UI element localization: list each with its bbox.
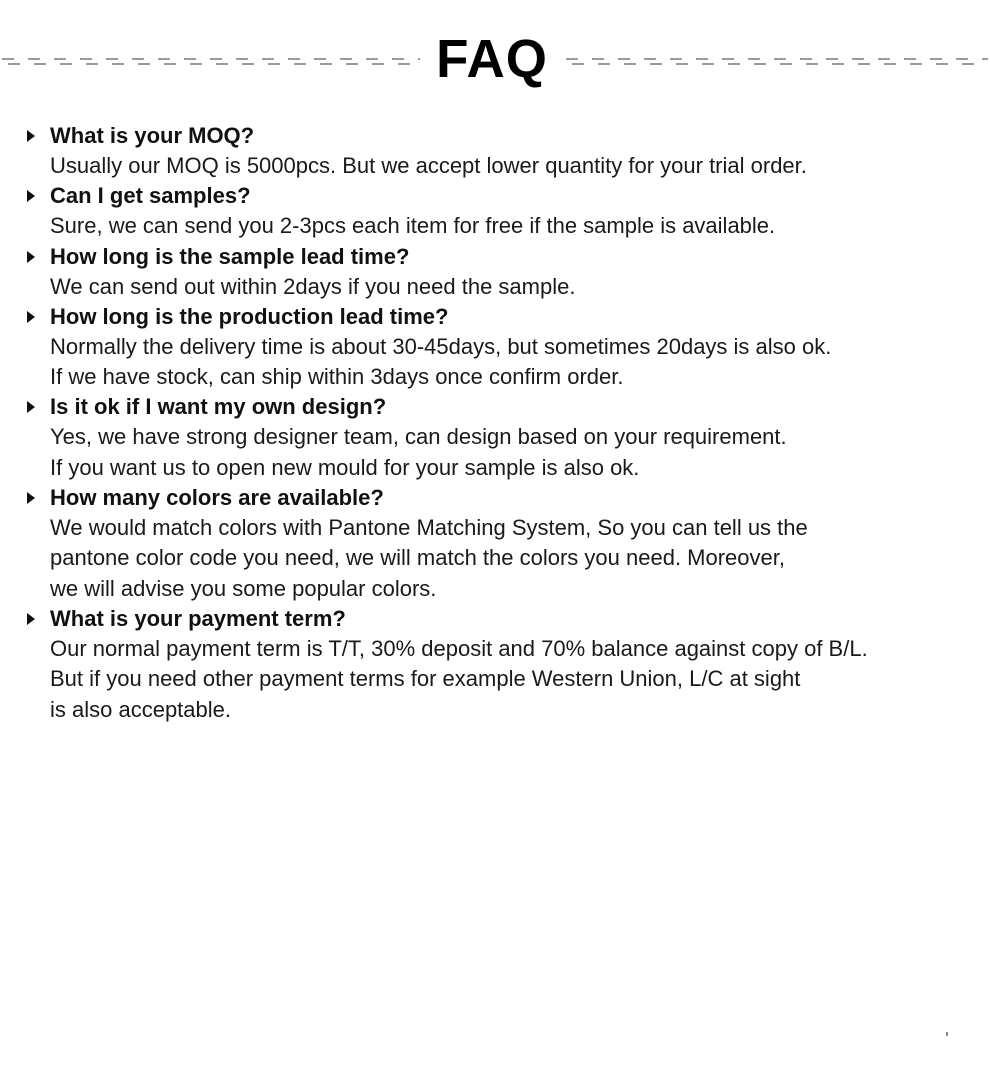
- faq-question: Can I get samples?: [50, 183, 251, 209]
- faq-item-sample-lead-time: [0, 242, 990, 302]
- faq-answer: Usually our MOQ is 5000pcs. But we accept lower quantity for your trial order.: [50, 153, 807, 178]
- faq-item-moq: [0, 121, 990, 181]
- faq-item-own-design: [0, 392, 990, 483]
- faq-answer: pantone color code you need, we will match the colors you need. Moreover,: [50, 545, 785, 571]
- faq-question: How long is the production lead time?: [50, 303, 449, 329]
- corner-speck: [946, 1032, 948, 1036]
- faq-question: What is your MOQ?: [50, 123, 255, 148]
- faq-item-production-lead-time: [0, 302, 990, 393]
- faq-question: Is it ok if I want my own design?: [50, 394, 387, 420]
- triangle-right-icon: [27, 492, 35, 504]
- faq-answer: We would match colors with Pantone Matching System, So you can tell us the: [50, 515, 808, 541]
- triangle-right-icon: [27, 190, 35, 202]
- faq-answer: Sure, we can send you 2-3pcs each item for free if the sample is available.: [50, 213, 776, 239]
- faq-question: How many colors are available?: [50, 485, 384, 511]
- faq-answer: Yes, we have strong designer team, can design based on your requirement.: [50, 424, 787, 450]
- faq-answer: Normally the delivery time is about 30-45days, but sometimes 20days is also ok.: [50, 333, 832, 359]
- faq-answer: Our normal payment term is T/T, 30% deposit and 70% balance against copy of B/L.: [50, 635, 868, 661]
- faq-question: How long is the sample lead time?: [50, 243, 410, 269]
- faq-header: [0, 28, 990, 98]
- triangle-right-icon: [27, 251, 35, 263]
- faq-item-samples: [0, 181, 990, 241]
- faq-answer: is also acceptable.: [50, 696, 231, 722]
- dashed-divider-left: [2, 58, 420, 66]
- faq-answer: If we have stock, can ship within 3days once confirm order.: [50, 364, 624, 390]
- triangle-right-icon: [27, 311, 35, 323]
- triangle-right-icon: [27, 130, 35, 142]
- triangle-right-icon: [27, 401, 35, 413]
- dashed-divider-right: [566, 58, 988, 66]
- page-title: FAQ: [436, 29, 548, 89]
- faq-answer: If you want us to open new mould for your sample is also ok.: [50, 454, 640, 480]
- faq-answer: we will advise you some popular colors.: [50, 575, 437, 601]
- faq-item-colors: [0, 483, 990, 604]
- faq-item-payment-term: [0, 604, 990, 725]
- faq-answer: But if you need other payment terms for example Western Union, L/C at sight: [50, 666, 801, 692]
- faq-question: What is your payment term?: [50, 605, 346, 631]
- faq-list: [0, 121, 990, 725]
- triangle-right-icon: [27, 613, 35, 625]
- faq-answer: We can send out within 2days if you need the sample.: [50, 273, 576, 299]
